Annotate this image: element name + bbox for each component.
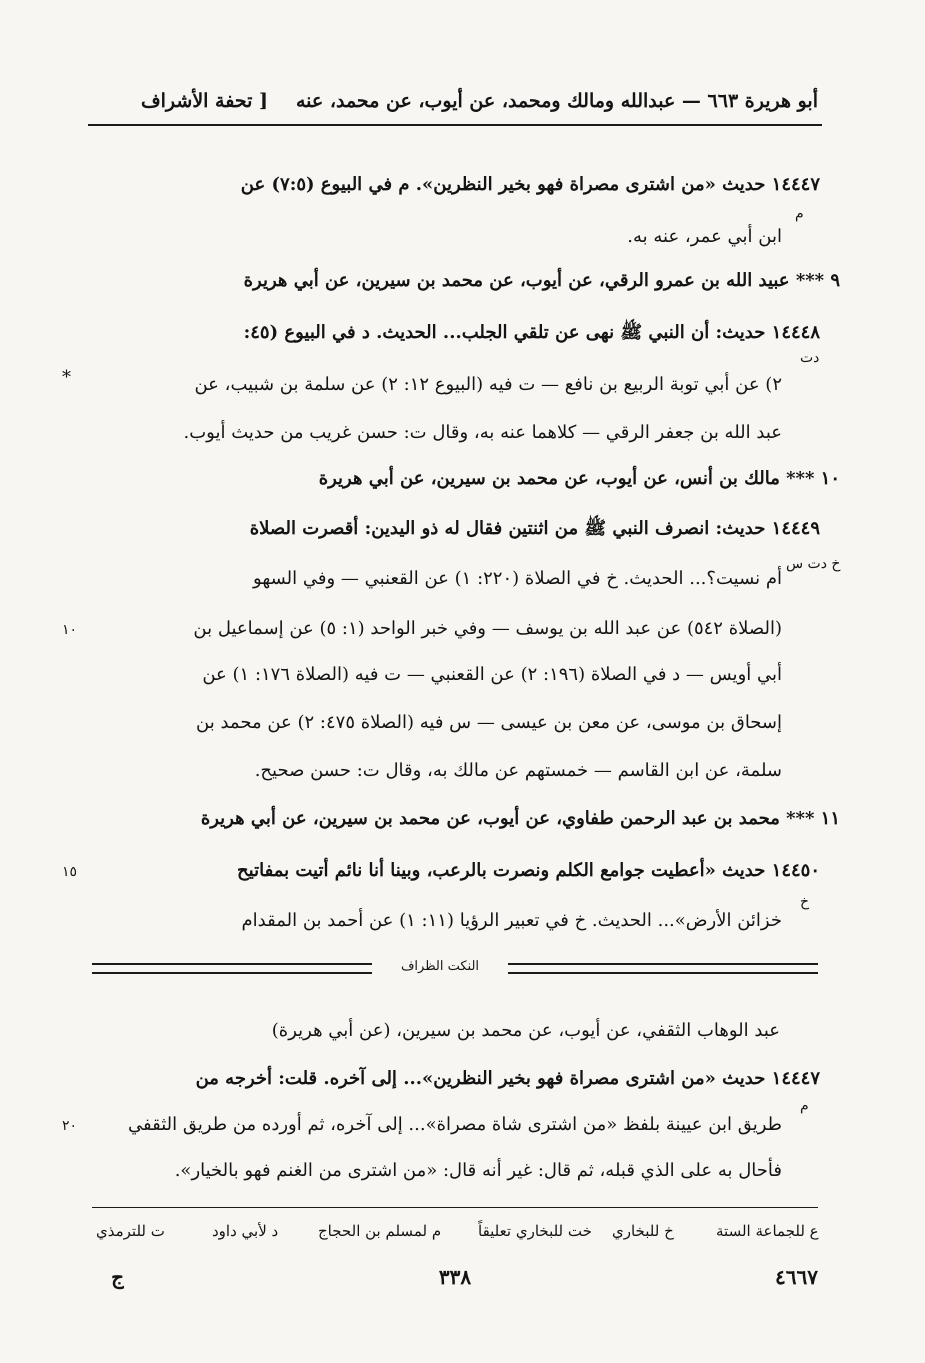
footnote-rule	[92, 1207, 818, 1208]
note-line-2: طريق ابن عيينة بلفظ «من اشترى شاة مصراة»... إلى آخره، ثم أورده من طريق الثقفي	[128, 1114, 782, 1135]
margin-siglum-khdts: خ دت س	[786, 556, 841, 572]
running-header-work-title: [ تحفة الأشراف	[140, 90, 268, 112]
chain-heading-10: ١٠ *** مالك بن أنس، عن أيوب، عن محمد بن سيرين، عن أبي هريرة	[318, 468, 840, 489]
header-rule	[88, 124, 822, 126]
hadith-14449-line-6: سلمة، عن ابن القاسم — خمستهم عن مالك به، وقال ت: حسن صحيح.	[254, 760, 782, 781]
separator-label: النكت الظراف	[372, 958, 508, 976]
hadith-14450-line-2: خزائن الأرض»... الحديث. خ في تعبير الرؤيا (١١: ١) عن أحمد بن المقدام	[241, 910, 782, 931]
note-line-1: ١٤٤٤٧ حديث «من اشترى مصراة فهو بخير النظرين»... إلى آخره. قلت: أخرجه من	[195, 1068, 820, 1089]
hadith-14449-line-2: أم نسيت؟... الحديث. خ في الصلاة (٢٢٠: ١) عن القعنبي — وفي السهو	[253, 568, 782, 589]
hadith-14449-line-1: ١٤٤٤٩ حديث: انصرف النبي ﷺ من اثنتين فقال له ذو اليدين: أقصرت الصلاة	[249, 518, 820, 539]
margin-siglum-m: م	[795, 206, 804, 222]
hadith-14448-line-1: ١٤٤٤٨ حديث: أن النبي ﷺ نهى عن تلقي الجلب... الحديث. د في البيوع (٤٥:	[243, 322, 820, 343]
chain-heading-9: ٩ *** عبيد الله بن عمرو الرقي، عن أيوب، عن محمد بن سيرين، عن أبي هريرة	[243, 270, 840, 291]
margin-star: *	[62, 367, 71, 388]
hadith-14449-line-4: أبي أويس — د في الصلاة (١٩٦: ٢) عن القعنبي — ت فيه (الصلاة ١٧٦: ١) عن	[202, 664, 782, 685]
running-header-title: أبو هريرة ٦٦٣ — عبدالله ومالك ومحمد، عن أيوب، عن محمد، عنه	[295, 90, 818, 112]
hadith-14449-line-5: إسحاق بن موسى، عن معن بن عيسى — س فيه (الصلاة ٤٧٥: ٢) عن محمد بن	[196, 712, 782, 733]
abbrev-item: ت للترمذي	[96, 1222, 165, 1240]
abbrev-item: خت للبخاري تعليقاً	[478, 1222, 592, 1240]
margin-siglum-dt: دت	[800, 350, 820, 366]
margin-siglum-m-note: م	[800, 1098, 809, 1114]
footer-volume-mark: ج	[111, 1265, 124, 1289]
line-number-20: ٢٠	[62, 1118, 78, 1134]
abbrev-item: خ للبخاري	[612, 1222, 674, 1240]
abbrev-item: د لأبي داود	[212, 1222, 279, 1240]
abbrev-item: ع للجماعة الستة	[716, 1222, 819, 1240]
footer-total-hadith-count: ٤٦٦٧	[775, 1265, 818, 1289]
margin-siglum-kh: خ	[800, 894, 810, 910]
hadith-14448-line-2: ٢) عن أبي توبة الربيع بن نافع — ت فيه (البيوع ١٢: ٢) عن سلمة بن شبيب، عن	[194, 374, 782, 395]
hadith-14447-line-2: ابن أبي عمر، عنه به.	[627, 226, 782, 247]
abbrev-item: م لمسلم بن الحجاج	[318, 1222, 442, 1240]
chain-heading-11: ١١ *** محمد بن عبد الرحمن طفاوي، عن أيوب، عن محمد بن سيرين، عن أبي هريرة	[200, 808, 840, 829]
hadith-14447-line-1: ١٤٤٤٧ حديث «من اشترى مصراة فهو بخير النظرين». م في البيوع (٧:٥) عن	[240, 174, 820, 195]
note-chain: عبد الوهاب الثقفي، عن أيوب، عن محمد بن سيرين، (عن أبي هريرة)	[271, 1020, 780, 1041]
line-number-10: ١٠	[62, 622, 78, 638]
note-line-3: فأحال به على الذي قبله، ثم قال: غير أنه قال: «من اشترى من الغنم فهو بالخيار».	[174, 1160, 782, 1181]
hadith-14450-line-1: ١٤٤٥٠ حديث «أعطيت جوامع الكلم ونصرت بالرعب، وبينا أنا نائم أتيت بمفاتيح	[237, 860, 820, 881]
footer-page-number: ٣٣٨	[438, 1265, 472, 1289]
line-number-15: ١٥	[62, 864, 78, 880]
hadith-14449-line-3: (الصلاة ٥٤٢) عن عبد الله بن يوسف — وفي خبر الواحد (١: ٥) عن إسماعيل بن	[193, 618, 782, 639]
hadith-14448-line-3: عبد الله بن جعفر الرقي — كلاهما عنه به، وقال ت: حسن غريب من حديث أيوب.	[183, 422, 782, 443]
